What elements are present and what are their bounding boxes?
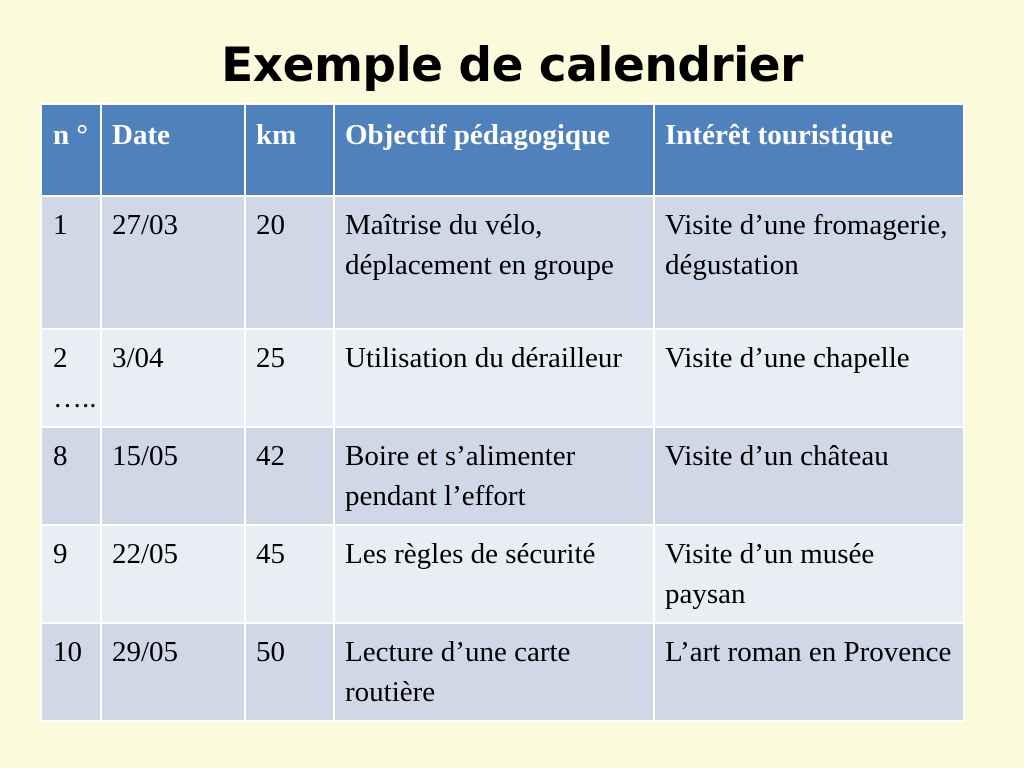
cell-km: 45 [245,525,334,623]
cell-objectif: Utilisation du dérailleur [334,329,654,427]
header-row [41,104,964,196]
cell-interet: Visite d’un musée paysan [654,525,964,623]
cell-objectif: Boire et s’alimenter pendant l’effort [334,427,654,525]
header-km: km [245,104,334,196]
table-row [41,427,964,525]
cell-objectif: Lecture d’une carte routière [334,623,654,721]
cell-km: 50 [245,623,334,721]
cell-num: 2 ….. [41,329,101,427]
cell-date: 27/03 [101,196,245,329]
header-objectif: Objectif pédagogique [334,104,654,196]
table-row [41,196,964,329]
table-row [41,623,964,721]
cell-objectif: Les règles de sécurité [334,525,654,623]
table-row [41,525,964,623]
cell-num: 1 [41,196,101,329]
cell-date: 15/05 [101,427,245,525]
cell-interet: Visite d’un château [654,427,964,525]
cell-num: 9 [41,525,101,623]
cell-objectif: Maîtrise du vélo, déplacement en groupe [334,196,654,329]
cell-km: 20 [245,196,334,329]
header-date: Date [101,104,245,196]
calendar-table [40,103,965,722]
cell-interet: Visite d’une fromagerie, dégustation [654,196,964,329]
cell-interet: Visite d’une chapelle [654,329,964,427]
cell-num: 8 [41,427,101,525]
cell-num: 10 [41,623,101,721]
cell-date: 29/05 [101,623,245,721]
cell-km: 25 [245,329,334,427]
cell-date: 3/04 [101,329,245,427]
table-row [41,329,964,427]
header-interet: Intérêt touristique [654,104,964,196]
cell-date: 22/05 [101,525,245,623]
slide-title: Exemple de calendrier [221,38,803,93]
cell-interet: L’art roman en Provence [654,623,964,721]
cell-km: 42 [245,427,334,525]
header-num: n ° [41,104,101,196]
